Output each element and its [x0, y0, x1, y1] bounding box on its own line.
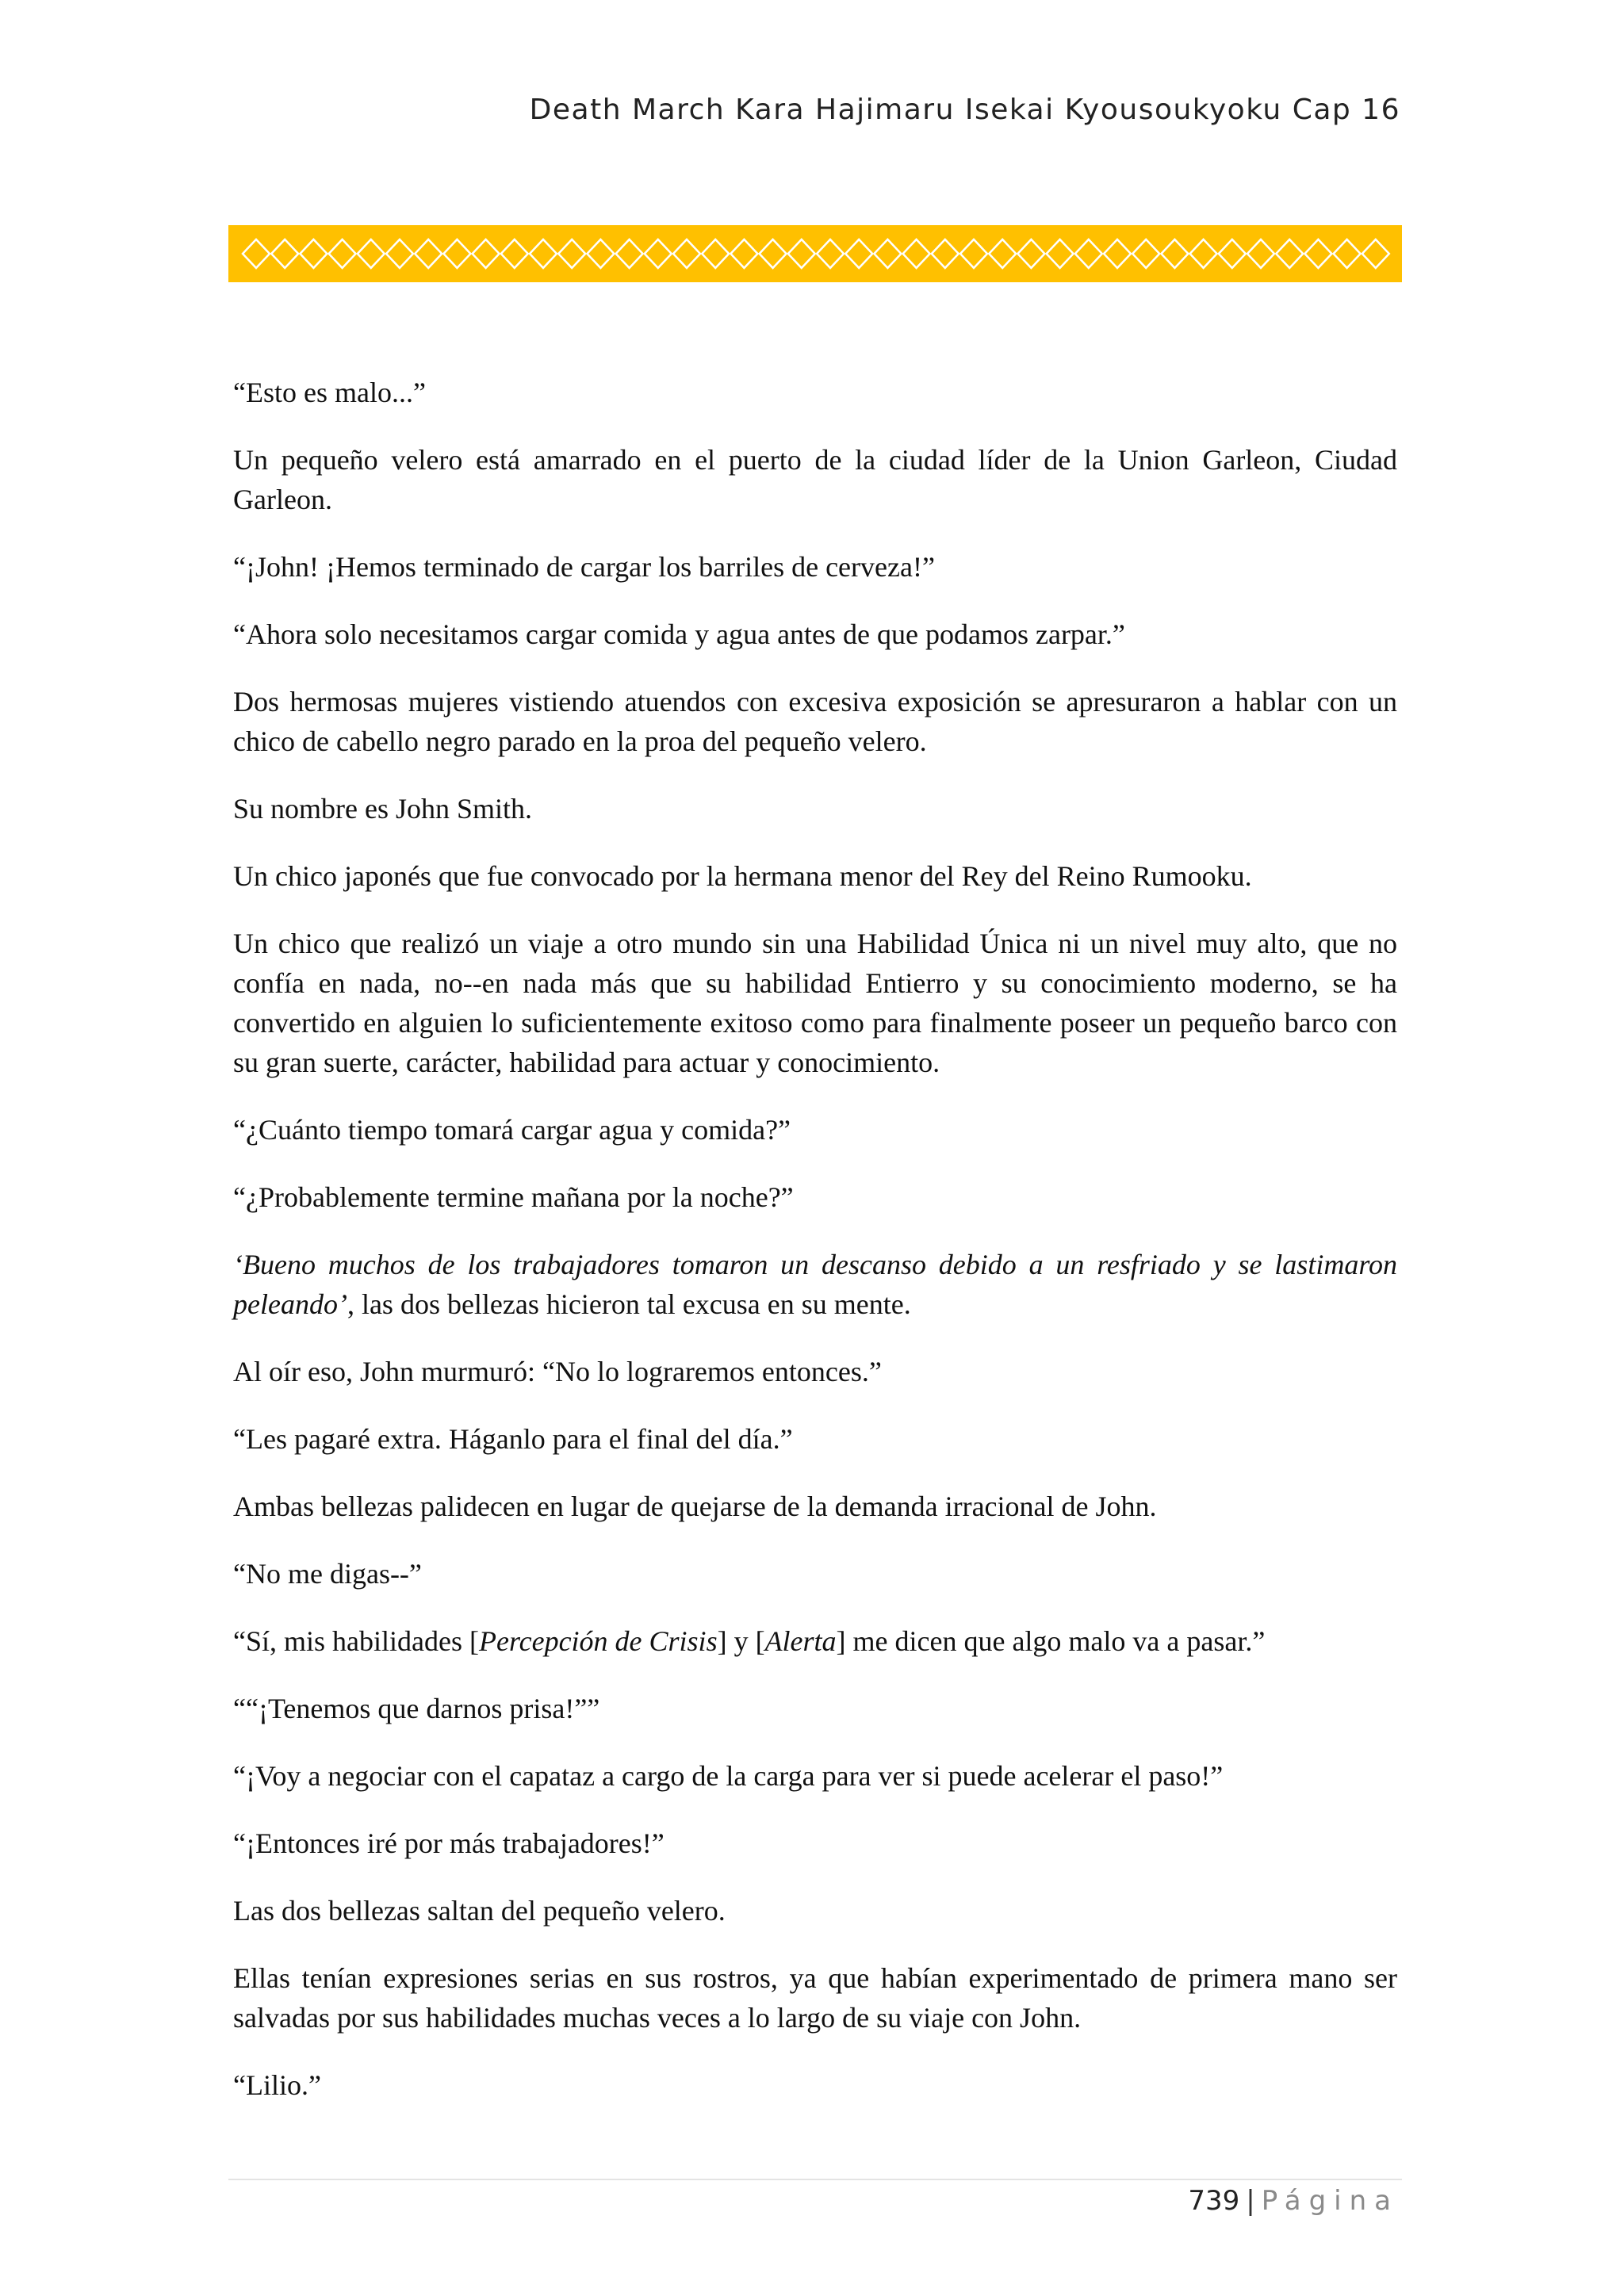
text-run: Un chico japonés que fue convocado por la hermana menor del Rey del Reino Rumooku.: [233, 860, 1252, 892]
paragraph: [233, 1621, 1397, 1661]
diamond-icon: [673, 239, 700, 268]
paragraph: [233, 1756, 1397, 1796]
text-run: “Les pagaré extra. Háganlo para el final del día.”: [233, 1423, 793, 1455]
text-run: Un chico que realizó un viaje a otro mundo sin una Habilidad Única ni un nivel muy alto, que no confía en nada, no--en nada más que su habilidad Entierro y su conocimiento moderno, se ha convertido en alguien lo suficientemente exitoso como para finalmente poseer un pequeño barco con su gran suerte, carácter, habilidad para actuar y conocimiento.: [233, 928, 1397, 1078]
diamond-icon: [874, 239, 901, 268]
text-run: ] me dicen que algo malo va a pasar.”: [836, 1625, 1266, 1657]
diamond-icon: [1304, 239, 1331, 268]
text-run: Al oír eso, John murmuró: “No lo lograremos entonces.”: [233, 1356, 882, 1387]
text-run: Un pequeño velero está amarrado en el puerto de la ciudad líder de la Union Garleon, Ciudad Garleon.: [233, 444, 1397, 515]
diamond-icon: [903, 239, 930, 268]
paragraph: [233, 373, 1397, 412]
paragraph: [233, 547, 1397, 587]
text-run: Ambas bellezas palidecen en lugar de quejarse de la demanda irracional de John.: [233, 1490, 1157, 1522]
diamond-icon: [587, 239, 614, 268]
paragraph: [233, 856, 1397, 896]
text-run: “Lilio.”: [233, 2069, 321, 2101]
diamond-icon: [616, 239, 643, 268]
paragraph: [233, 614, 1397, 654]
text-run: “Ahora solo necesitamos cargar comida y agua antes de que podamos zarpar.”: [233, 618, 1125, 650]
paragraph: [233, 1958, 1397, 2038]
text-run: “¿Probablemente termine mañana por la noche?”: [233, 1181, 794, 1213]
diamond-icon: [243, 239, 270, 268]
diamond-icon: [358, 239, 385, 268]
text-run: Ellas tenían expresiones serias en sus rostros, ya que habían experimentado de primera mano ser salvadas por sus habilidades muchas veces a lo largo de su viaje con John.: [233, 1962, 1397, 2034]
paragraph: [233, 440, 1397, 519]
paragraph: [233, 682, 1397, 761]
text-run: “Sí, mis habilidades [: [233, 1625, 479, 1657]
page-header-title: Death March Kara Hajimaru Isekai Kyousoukyoku Cap 16: [529, 94, 1400, 126]
text-run: Su nombre es John Smith.: [233, 793, 533, 825]
body-text: [233, 373, 1397, 2133]
diamond-icon: [415, 239, 442, 268]
diamond-icon: [530, 239, 557, 268]
text-run: “No me digas--”: [233, 1558, 422, 1590]
text-run: , las dos bellezas hicieron tal excusa en su mente.: [347, 1288, 911, 1320]
diamond-icon: [329, 239, 356, 268]
diamond-icon: [300, 239, 327, 268]
diamond-icon: [1247, 239, 1274, 268]
diamond-icon: [760, 239, 787, 268]
diamond-icon: [473, 239, 500, 268]
diamond-pattern: [228, 225, 1402, 282]
page-footer: [1188, 2185, 1399, 2217]
diamond-icon: [932, 239, 959, 268]
diamond-icon: [443, 239, 470, 268]
diamond-icon: [788, 239, 815, 268]
paragraph: [233, 1554, 1397, 1594]
text-run: Dos hermosas mujeres vistiendo atuendos con excesiva exposición se apresuraron a hablar con un chico de cabello negro parado en la proa del pequeño velero.: [233, 686, 1397, 757]
diamond-icon: [1104, 239, 1131, 268]
paragraph: [233, 2065, 1397, 2105]
paragraph: [233, 1823, 1397, 1863]
diamond-icon: [271, 239, 298, 268]
diamond-icon: [1075, 239, 1102, 268]
paragraph: [233, 1891, 1397, 1931]
italic-text: Percepción de Crisis: [478, 1625, 718, 1657]
page-number: 739: [1188, 2185, 1240, 2217]
paragraph: [233, 1419, 1397, 1459]
paragraph: [233, 924, 1397, 1082]
diamond-icon: [645, 239, 672, 268]
diamond-icon: [386, 239, 413, 268]
text-run: Las dos bellezas saltan del pequeño velero.: [233, 1895, 726, 1927]
text-run: “¿Cuánto tiempo tomará cargar agua y comida?”: [233, 1114, 791, 1146]
decorative-diamond-banner: [228, 225, 1402, 282]
paragraph: [233, 1689, 1397, 1728]
paragraph: [233, 1177, 1397, 1217]
diamond-icon: [1047, 239, 1074, 268]
diamond-icon: [817, 239, 844, 268]
footer-separator: |: [1246, 2185, 1255, 2217]
diamond-icon: [702, 239, 729, 268]
paragraph: [233, 1110, 1397, 1150]
diamond-icon: [1017, 239, 1044, 268]
paragraph: [233, 789, 1397, 828]
diamond-icon: [845, 239, 872, 268]
text-run: “¡John! ¡Hemos terminado de cargar los barriles de cerveza!”: [233, 551, 935, 583]
diamond-icon: [730, 239, 757, 268]
diamond-icon: [1219, 239, 1246, 268]
diamond-icon: [1161, 239, 1188, 268]
footer-divider: [228, 2179, 1402, 2180]
text-run: “Esto es malo...”: [233, 377, 426, 408]
text-run: ““¡Tenemos que darnos prisa!””: [233, 1693, 600, 1724]
italic-text: ‘Bueno muchos de los trabajadores tomaron un descanso debido a un resfriado y se lastimaron peleando’: [233, 1249, 1397, 1320]
diamond-icon: [1362, 239, 1389, 268]
diamond-icon: [1334, 239, 1361, 268]
diamond-icon: [1190, 239, 1217, 268]
text-run: ] y [: [717, 1625, 765, 1657]
diamond-icon: [558, 239, 585, 268]
diamond-icon: [989, 239, 1016, 268]
diamond-icon: [1132, 239, 1159, 268]
italic-text: Alerta: [764, 1625, 837, 1657]
diamond-icon: [501, 239, 528, 268]
paragraph: [233, 1245, 1397, 1324]
text-run: “¡Voy a negociar con el capataz a cargo de la carga para ver si puede acelerar el paso!”: [233, 1760, 1224, 1792]
paragraph: [233, 1352, 1397, 1391]
diamond-icon: [960, 239, 987, 268]
diamond-icon: [1276, 239, 1303, 268]
page-word: Página: [1261, 2185, 1399, 2217]
text-run: “¡Entonces iré por más trabajadores!”: [233, 1827, 665, 1859]
paragraph: [233, 1487, 1397, 1526]
